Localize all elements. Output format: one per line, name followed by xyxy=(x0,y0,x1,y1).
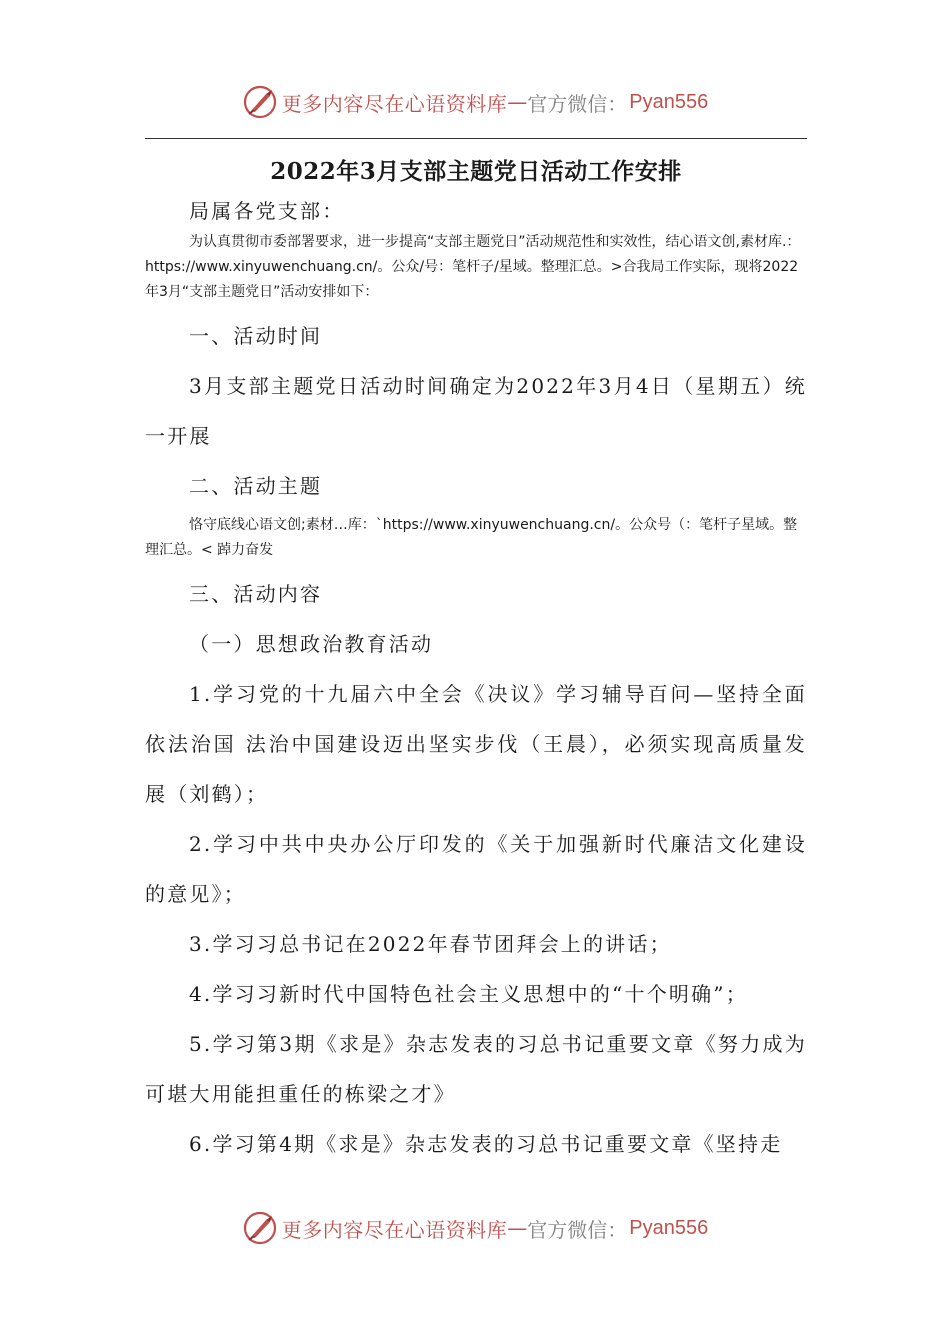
list-item: 4.学习习新时代中国特色社会主义思想中的“十个明确”； xyxy=(189,982,748,1006)
list-item: 6.学习第4期《求是》杂志发表的习总书记重要文章《坚持走 xyxy=(189,1132,783,1156)
banner-text: 更多内容尽在心语资料库 xyxy=(281,1217,508,1242)
document-body xyxy=(145,152,807,1169)
salutation: 局属各党支部： xyxy=(189,199,345,223)
banner-wechat-id: Pyan556 xyxy=(629,90,709,113)
intro-paragraph: 为认真贯彻市委部署要求，进一步提高“支部主题党日”活动规范性和实效性，结心语文创,素材库.：https://www.xinyuwenchuang.cn/。公众/号：笔杆子/星域。整理汇总。>合我局工作实际，现将2022年3月“支部主题党日”活动安排如下： xyxy=(145,234,801,300)
header-divider xyxy=(145,138,807,139)
footer-banner xyxy=(0,1206,950,1250)
list-item: 3.学习习总书记在2022年春节团拜会上的讲话； xyxy=(189,932,672,956)
header-banner xyxy=(0,80,950,124)
banner-wechat-label: 官方微信： xyxy=(527,91,628,116)
section-body-time: 3月支部主题党日活动时间确定为2022年3月4日（星期五）统一开展 xyxy=(145,374,807,448)
list-item: 2.学习中共中央办公厅印发的《关于加强新时代廉洁文化建设的意见》； xyxy=(145,832,807,906)
subsection-heading-education: （一）思想政治教育活动 xyxy=(189,632,434,656)
section-body-theme: 恪守底线心语文创;素材…库：`https://www.xinyuwenchuang.cn/。公众号（：笔杆子星域。整理汇总。< 踔力奋发 xyxy=(145,517,798,558)
list-item: 5.学习第3期《求是》杂志发表的习总书记重要文章《努力成为可堪大用能担重任的栋梁之才》 xyxy=(145,1032,807,1106)
banner-text: 更多内容尽在心语资料库 xyxy=(281,91,508,116)
banner-separator: — xyxy=(507,1216,528,1240)
banner-separator: — xyxy=(507,90,528,114)
quill-pen-logo xyxy=(242,84,278,120)
document-title: 2022年3月支部主题党日活动工作安排 xyxy=(270,158,682,185)
section-heading-theme: 二、活动主题 xyxy=(189,474,323,498)
list-item: 1.学习党的十九届六中全会《决议》学习辅导百问—坚持全面依法治国 法治中国建设迈出坚实步伐（王晨），必须实现高质量发展（刘鹤）； xyxy=(145,682,807,806)
banner-wechat-label: 官方微信： xyxy=(527,1217,628,1242)
quill-pen-logo xyxy=(242,1210,278,1246)
banner-wechat-id: Pyan556 xyxy=(629,1216,709,1239)
section-heading-time: 一、活动时间 xyxy=(189,324,323,348)
section-heading-content: 三、活动内容 xyxy=(189,582,323,606)
